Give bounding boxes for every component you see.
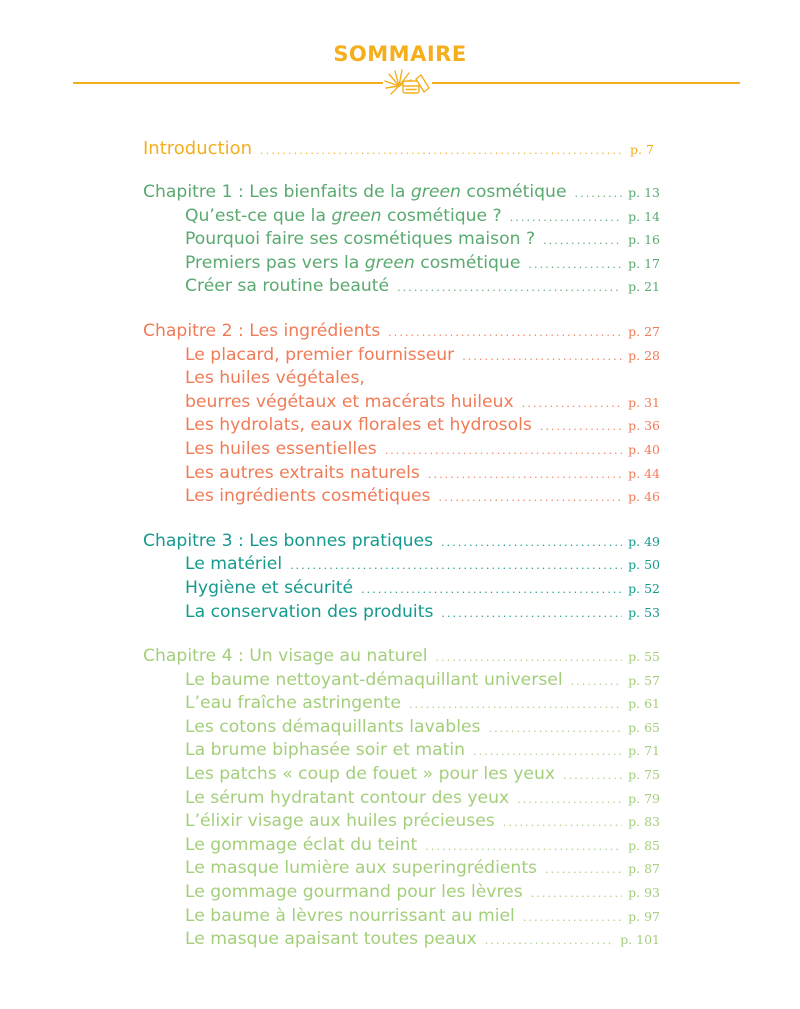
page-number: p. 97 [628, 908, 660, 924]
toc-section[interactable] [143, 344, 660, 368]
dot-leader [439, 486, 623, 510]
entry-label: Introduction [143, 138, 253, 159]
entry-label: L’eau fraîche astringente [185, 693, 401, 714]
entry-label: Les cotons démaquillants lavables [185, 716, 481, 737]
page-number: p. 21 [628, 279, 660, 295]
toc-section[interactable] [143, 716, 660, 740]
dot-leader [575, 182, 623, 206]
toc-section[interactable] [143, 577, 660, 601]
dot-leader [441, 602, 622, 626]
toc-chapter-2[interactable] [143, 320, 660, 344]
entry-label: Le sérum hydratant contour des yeux [185, 787, 510, 808]
entry-label: Le baume à lèvres nourrissant au miel [185, 905, 515, 926]
toc-chapter-4[interactable] [143, 645, 660, 669]
dot-leader [571, 670, 623, 694]
dot-leader [290, 554, 622, 578]
dot-leader [503, 811, 622, 835]
dot-leader [510, 206, 622, 230]
page-number: p. 75 [628, 767, 660, 783]
toc-section[interactable] [143, 928, 660, 952]
dot-leader [489, 717, 623, 741]
dot-leader [260, 138, 624, 164]
entry-label: Pourquoi faire ses cosmétiques maison ? [185, 229, 536, 250]
page-number: p. 79 [628, 790, 660, 806]
page-number: p. 83 [628, 814, 660, 830]
toc-section[interactable] [143, 367, 660, 391]
toc-section[interactable] [143, 252, 660, 276]
dot-leader [425, 835, 622, 859]
title-rule-left [73, 82, 383, 84]
toc-section[interactable] [143, 462, 660, 486]
dot-leader [543, 229, 622, 253]
toc-section[interactable] [143, 205, 660, 229]
toc-section[interactable] [143, 485, 660, 509]
dot-leader [528, 253, 622, 277]
page-number: p. 44 [628, 465, 660, 481]
entry-label: Le matériel [185, 554, 283, 575]
entry-label: Le masque apaisant toutes peaux [185, 929, 477, 950]
dot-leader [397, 276, 622, 300]
dot-leader [388, 321, 622, 345]
page-number: p. 61 [628, 696, 660, 712]
toc-section[interactable] [143, 905, 660, 929]
page-number: p. 46 [628, 489, 660, 505]
toc-section[interactable] [143, 692, 660, 716]
entry-label: Le masque lumière aux superingrédients [185, 858, 538, 879]
page-number: p. 50 [628, 557, 660, 573]
page-number: p. 53 [628, 604, 660, 620]
entry-label: Hygiène et sécurité [185, 577, 354, 598]
entry-label: Qu’est-ce que la green cosmétique ? [185, 205, 502, 226]
toc-chapter-3[interactable] [143, 530, 660, 554]
entry-label: Le gommage gourmand pour les lèvres [185, 882, 523, 903]
entry-label: Chapitre 3 : Les bonnes pratiques [143, 530, 434, 551]
page-number: p. 87 [628, 861, 660, 877]
page-number: p. 36 [628, 418, 660, 434]
page-number: p. 14 [628, 208, 660, 224]
dot-leader [523, 906, 622, 930]
dot-leader [540, 415, 622, 439]
toc-section[interactable] [143, 810, 660, 834]
toc-section[interactable] [143, 438, 660, 462]
page-number: p. 13 [628, 185, 660, 200]
page-number: p. 40 [628, 441, 660, 457]
dot-leader [428, 463, 622, 487]
toc-section[interactable] [143, 228, 660, 252]
toc-entry-introduction[interactable] [143, 136, 660, 162]
entry-label: beurres végétaux et macérats huileux [185, 391, 514, 412]
toc-section[interactable] [143, 857, 660, 881]
dot-leader [563, 764, 622, 788]
page-number: p. 93 [628, 885, 660, 901]
palm-leaves-and-cosmetic-jar-icon [383, 68, 435, 98]
toc-section[interactable] [143, 787, 660, 811]
entry-label: Les ingrédients cosmétiques [185, 486, 431, 507]
dot-leader [545, 858, 622, 882]
toc-section[interactable] [143, 834, 660, 858]
toc-section[interactable] [143, 275, 660, 299]
entry-label: Chapitre 1 : Les bienfaits de la green cosmétique [143, 182, 567, 202]
page-number: p. 65 [628, 719, 660, 735]
page-number: p. 55 [628, 649, 660, 665]
entry-label: Créer sa routine beauté [185, 276, 390, 297]
toc-section[interactable] [143, 669, 660, 693]
page-number: p. 7 [630, 142, 654, 157]
page-number: p. 52 [628, 580, 660, 596]
page-number: p. 57 [628, 672, 660, 688]
dot-leader [522, 392, 622, 416]
page-number: p. 85 [628, 837, 660, 853]
toc-section[interactable] [143, 739, 660, 763]
entry-label: Chapitre 4 : Un visage au naturel [143, 646, 428, 667]
dot-leader [361, 578, 622, 602]
entry-label: Le gommage éclat du teint [185, 834, 418, 855]
toc-section[interactable] [143, 414, 660, 438]
entry-label: La brume biphasée soir et matin [185, 740, 466, 761]
dot-leader [385, 439, 622, 463]
entry-label: Les huiles essentielles [185, 438, 377, 459]
page-title: SOMMAIRE [333, 42, 467, 66]
toc-chapter-1[interactable] [143, 181, 660, 205]
table-of-contents [143, 136, 660, 952]
dot-leader [485, 929, 615, 953]
toc-section[interactable] [143, 391, 660, 415]
entry-label: Le placard, premier fournisseur [185, 344, 455, 365]
toc-section[interactable] [143, 553, 660, 577]
page-number: p. 49 [628, 533, 660, 549]
page-number: p. 71 [628, 743, 660, 759]
entry-label: Chapitre 2 : Les ingrédients [143, 320, 381, 341]
dot-leader [436, 646, 623, 670]
dot-leader [531, 882, 622, 906]
page-number: p. 27 [628, 323, 660, 339]
toc-section[interactable] [143, 601, 660, 625]
entry-label: Le baume nettoyant-démaquillant universel [185, 669, 563, 690]
page-number: p. 28 [628, 347, 660, 363]
page-number: p. 31 [628, 394, 660, 410]
title-rule-right [432, 82, 740, 84]
dot-leader [473, 740, 622, 764]
entry-label: Les autres extraits naturels [185, 462, 420, 483]
dot-leader [517, 788, 622, 812]
dot-leader [441, 531, 622, 555]
toc-section[interactable] [143, 881, 660, 905]
entry-label: La conservation des produits [185, 601, 434, 622]
dot-leader [462, 345, 622, 369]
entry-label: Les hydrolats, eaux florales et hydrosols [185, 415, 532, 436]
entry-label: Les patchs « coup de fouet » pour les yeux [185, 764, 556, 785]
entry-label: Les huiles végétales, [185, 368, 365, 389]
page-number: p. 17 [628, 255, 660, 271]
entry-label: Premiers pas vers la green cosmétique [185, 252, 521, 273]
entry-label: L’élixir visage aux huiles précieuses [185, 811, 495, 832]
dot-leader [409, 693, 622, 717]
page-number: p. 101 [620, 932, 660, 948]
toc-section[interactable] [143, 763, 660, 787]
page-number: p. 16 [628, 232, 660, 248]
